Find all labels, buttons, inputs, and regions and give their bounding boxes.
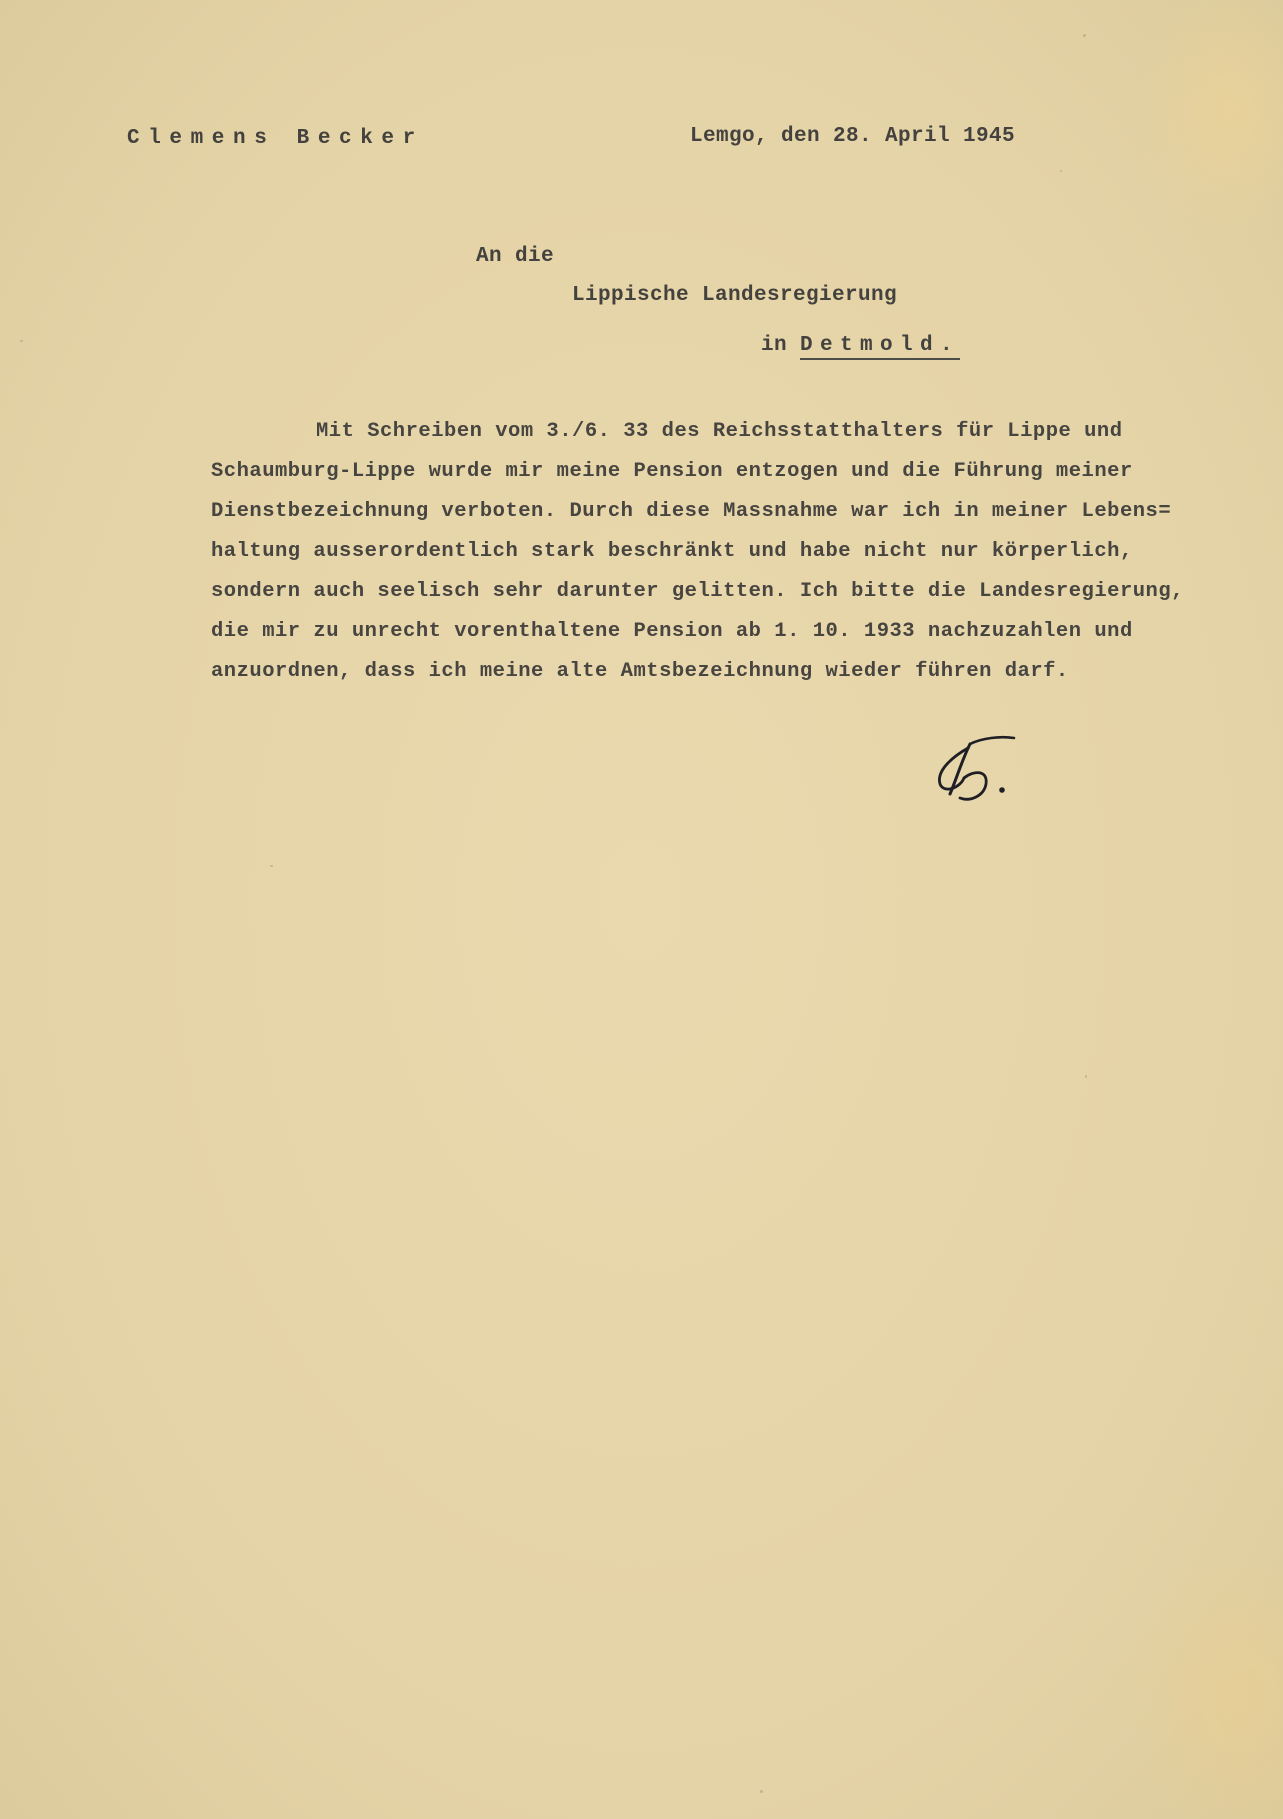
recipient-city: Detmold. [800,334,960,360]
paper-speck [760,1790,763,1793]
recipient-salutation: An die [476,245,555,268]
body-line: die mir zu unrecht vorenthaltene Pension ab 1. 10. 1933 nachzuzahlen und [211,620,1133,643]
body-line: Schaumburg-Lippe wurde mir meine Pension entzogen und die Führung meiner [211,460,1133,483]
recipient-city-line [761,334,960,357]
body-line: Dienstbezeichnung verboten. Durch diese Massnahme war ich in meiner Lebens= [211,500,1172,523]
body-line: haltung ausserordentlich stark beschränkt und habe nicht nur körperlich, [211,540,1133,563]
city-prefix: in [761,334,788,357]
body-line: sondern auch seelisch sehr darunter gelitten. Ich bitte die Landesregierung, [211,580,1184,603]
body-line: Mit Schreiben vom 3./6. 33 des Reichsstatthalters für Lippe und [316,420,1123,443]
paper-speck [1085,1075,1087,1078]
paper-speck [1060,170,1062,172]
recipient-authority: Lippische Landesregierung [572,284,898,307]
letter-body [211,412,1184,692]
handwritten-signature [930,730,1020,810]
paper-speck [270,865,273,867]
paper-speck [20,340,23,342]
body-line: anzuordnen, dass ich meine alte Amtsbezeichnung wieder führen darf. [211,660,1069,683]
sender-name: Clemens Becker [127,127,424,150]
place-and-date: Lemgo, den 28. April 1945 [690,125,1016,148]
paper-speck [1083,34,1086,37]
